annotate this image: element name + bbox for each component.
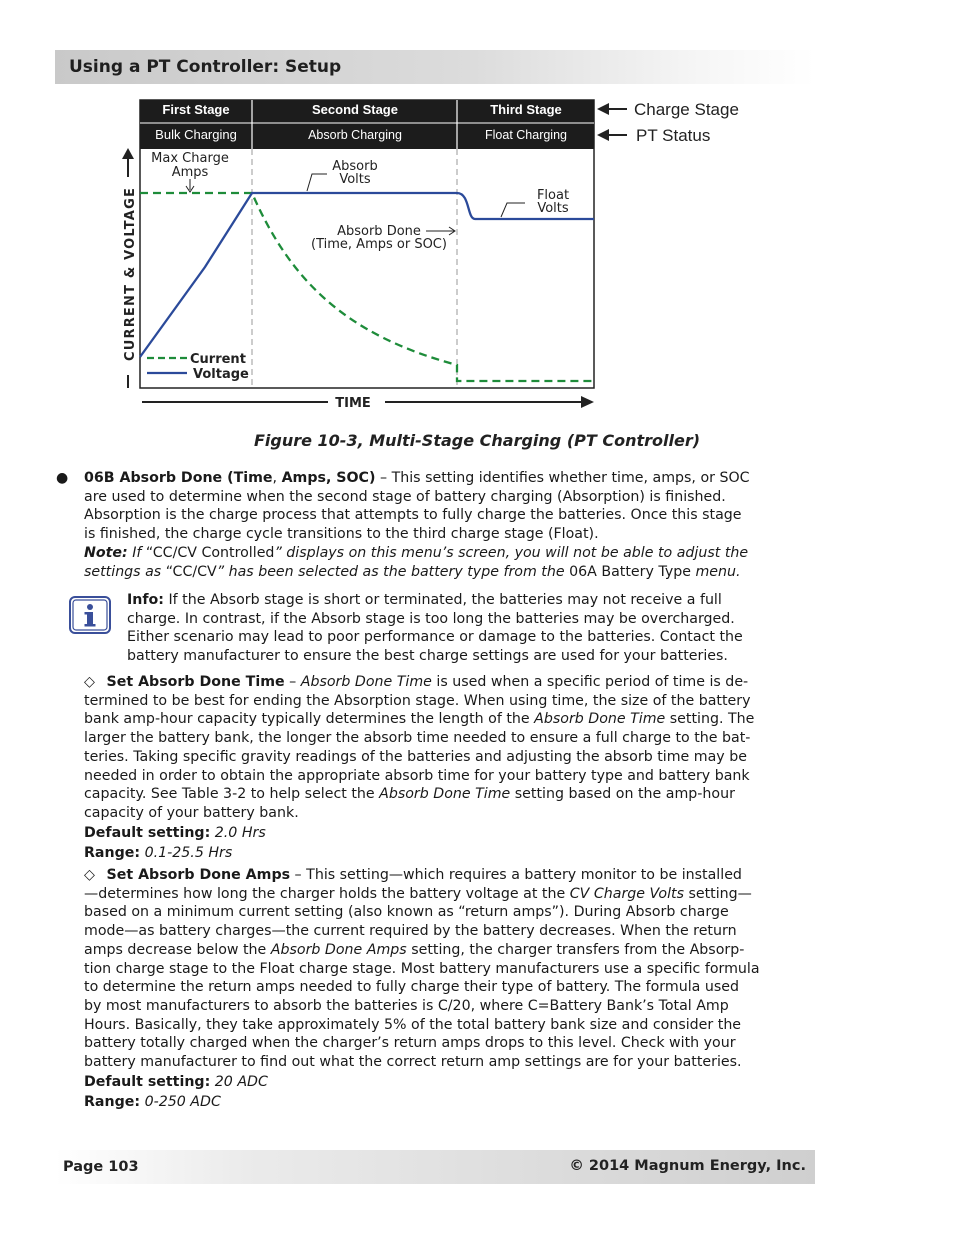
amps-l2c: setting— xyxy=(683,885,752,902)
note-2a: settings as xyxy=(84,563,166,580)
set-absorb-done-amps xyxy=(84,866,814,1072)
amps-line-1 xyxy=(84,866,814,885)
amps-range-value: 0-250 ADC xyxy=(140,1094,221,1110)
amps-l1: – This setting—which requires a battery monitor to be installed xyxy=(290,867,742,883)
stage-1-status: Bulk Charging xyxy=(155,127,237,142)
time-default-label: Default setting: xyxy=(84,825,211,841)
06b-line-1 xyxy=(84,469,814,488)
charge-stage-label: Charge Stage xyxy=(634,100,739,119)
voltage-curve xyxy=(140,193,594,357)
time-l1b: Absorb Done Time xyxy=(300,674,432,690)
06b-line-2: are used to determine when the second stage of battery charging (Absorption) is finished. xyxy=(84,488,726,505)
max-charge-label-1: Max Charge xyxy=(151,151,229,166)
note-line-1 xyxy=(84,544,814,563)
06b-line-3: Absorption is the charge process that attempts to fully charge the batteries. Once this stage xyxy=(84,507,742,524)
amps-line-8: by most manufacturers to absorb the batteries is C/20, where C=Battery Bank’s Total Amp xyxy=(84,997,729,1014)
x-axis-arrowhead xyxy=(581,396,594,408)
float-volts-label-2: Volts xyxy=(537,201,569,216)
y-axis-label: CURRENT & VOLTAGE xyxy=(123,186,138,361)
info-line-1-text: If the Absorb stage is short or terminated, the batteries may not receive a full xyxy=(163,592,722,608)
amps-l5a: amps decrease below the xyxy=(84,941,271,958)
06b-title-a: 06B Absorb Done (Time xyxy=(84,470,273,486)
info-label: Info: xyxy=(127,592,164,608)
amps-title: Set Absorb Done Amps xyxy=(106,867,291,883)
pt-status-arrowhead xyxy=(597,129,609,141)
absorb-volts-label-2: Volts xyxy=(339,172,371,187)
time-range-label: Range: xyxy=(84,845,141,861)
info-icon xyxy=(68,595,112,635)
time-l1c: is used when a specific period of time is de- xyxy=(431,674,749,690)
diamond-icon: ◇ xyxy=(84,867,95,883)
time-line-6: needed in order to obtain the appropriate absorb time for your battery type and battery bank xyxy=(84,767,750,784)
legend-current-label: Current xyxy=(190,352,246,367)
06b-line-1-rest: – This setting identifies whether time, amps, or SOC xyxy=(375,470,750,486)
time-line-4: larger the battery bank, the longer the absorb time needed to ensure a full charge to the bat- xyxy=(84,730,751,747)
info-line-3: Either scenario may lead to poor performance or damage to the batteries. Contact the xyxy=(127,629,743,646)
amps-line-11: battery manufacturer to find out what the correct return amp settings are for your batteries. xyxy=(84,1054,742,1071)
amps-line-10: battery totally charged when the charger’s return amps drops to this level. Check with your xyxy=(84,1035,736,1052)
x-axis-label: TIME xyxy=(335,396,371,411)
amps-l2a: —determines how long the charger holds the battery voltage at the xyxy=(84,885,570,902)
section-06b xyxy=(84,469,814,581)
note-2d: 06A Battery Type xyxy=(569,563,691,580)
06b-title-b: Amps, SOC) xyxy=(281,470,376,486)
set-absorb-done-time xyxy=(84,673,814,823)
max-charge-label-2: Amps xyxy=(171,165,209,180)
figure-caption: Figure 10-3, Multi-Stage Charging (PT Controller) xyxy=(253,431,701,450)
amps-line-7: to determine the return amps needed to fully charge their type of battery. The formula used xyxy=(84,979,739,996)
amps-line-6: tion charge stage to the Float charge stage. Most battery manufacturers use a specific formula xyxy=(84,960,760,977)
amps-default-value: 20 ADC xyxy=(210,1074,268,1090)
pt-status-label: PT Status xyxy=(636,126,711,145)
amps-line-3: based on a minimum current setting (also known as “return amps”). During Absorb charge xyxy=(84,904,729,921)
note-1a: If xyxy=(127,544,146,561)
time-line-7 xyxy=(84,785,814,804)
section-title: Using a PT Controller: Setup xyxy=(69,57,342,77)
amps-range xyxy=(84,1093,221,1112)
amps-l5c: setting, the charger transfers from the Absorp- xyxy=(406,941,745,958)
time-l3b: Absorb Done Time xyxy=(534,711,666,728)
bullet-dot: ● xyxy=(56,470,69,486)
amps-l2b: CV Charge Volts xyxy=(569,885,684,902)
info-line-2: charge. In contrast, if the Absorb stage is too long the batteries may be overcharged. xyxy=(127,610,735,627)
absorb-done-label-2: (Time, Amps or SOC) xyxy=(311,237,447,252)
stage-3-name: Third Stage xyxy=(490,102,562,117)
page-number: Page 103 xyxy=(63,1159,139,1175)
stage-1-name: First Stage xyxy=(162,102,230,117)
06b-line-4: is finished, the charge cycle transitions to the third charge stage (Float). xyxy=(84,526,599,543)
time-line-1 xyxy=(84,673,814,692)
charging-diagram xyxy=(115,95,755,420)
stage-2-status: Absorb Charging xyxy=(308,128,402,142)
time-l7c: setting based on the amp-hour xyxy=(510,786,735,803)
amps-range-label: Range: xyxy=(84,1094,141,1110)
info-line-4: battery manufacturer to ensure the best charge settings are used for your batteries. xyxy=(127,648,728,665)
absorb-volts-label-1: Absorb xyxy=(332,159,378,174)
legend-voltage-label: Voltage xyxy=(193,367,249,382)
time-line-5: teries. Taking specific gravity readings of the batteries and adjusting the absorb time may be xyxy=(84,748,747,765)
amps-default-label: Default setting: xyxy=(84,1074,211,1090)
time-line-2: termined to be best for ending the Absorption stage. When using time, the size of the battery xyxy=(84,692,751,709)
time-default-value: 2.0 Hrs xyxy=(210,825,266,841)
note-2c: ” has been selected as the battery type from the xyxy=(216,563,570,580)
stage-3-status: Float Charging xyxy=(485,128,567,142)
charge-stage-arrowhead xyxy=(597,103,609,115)
absorb-done-label-1: Absorb Done xyxy=(337,224,421,239)
time-title: Set Absorb Done Time xyxy=(106,674,285,690)
time-l1a: – xyxy=(284,674,301,690)
float-volts-pointer xyxy=(501,203,525,217)
float-volts-label-1: Float xyxy=(536,188,570,203)
info-box xyxy=(127,591,809,666)
amps-line-9: Hours. Basically, they take approximately 5% of the total battery bank size and consider the xyxy=(84,1016,742,1033)
amps-default-setting xyxy=(84,1073,268,1092)
time-default-setting xyxy=(84,824,266,843)
06b-title-sep: , xyxy=(272,470,278,486)
time-l7b: Absorb Done Time xyxy=(379,786,511,803)
time-l3a: bank amp-hour capacity typically determines the length of the xyxy=(84,711,535,728)
stage-2-name: Second Stage xyxy=(312,102,398,117)
note-label: Note: xyxy=(84,544,128,561)
absorb-volts-pointer xyxy=(307,174,327,191)
section-header-bar xyxy=(55,50,815,84)
note-1c: ” displays on this menu’s screen, you will not be able to adjust the xyxy=(274,544,749,561)
note-2e: menu. xyxy=(690,563,741,580)
amps-line-5 xyxy=(84,941,814,960)
amps-line-2 xyxy=(84,885,814,904)
time-l7a: capacity. See Table 3-2 to help select the xyxy=(84,786,380,803)
time-range xyxy=(84,844,232,863)
y-axis-arrowhead xyxy=(122,148,134,159)
time-range-value: 0.1-25.5 Hrs xyxy=(140,845,233,861)
note-1b: “CC/CV Controlled xyxy=(145,544,275,561)
info-line-1 xyxy=(127,591,809,610)
note-2b: “CC/CV xyxy=(165,563,217,580)
amps-l5b: Absorb Done Amps xyxy=(270,941,407,958)
copyright: © 2014 Magnum Energy, Inc. xyxy=(569,1158,806,1174)
time-line-3 xyxy=(84,710,814,729)
time-l3c: setting. The xyxy=(665,711,755,728)
time-line-8: capacity of your battery bank. xyxy=(84,804,299,821)
diamond-icon: ◇ xyxy=(84,674,95,690)
page-footer xyxy=(55,1150,815,1184)
note-line-2 xyxy=(84,563,814,582)
amps-line-4: mode—as battery charges—the current required by the battery decreases. When the return xyxy=(84,923,737,940)
